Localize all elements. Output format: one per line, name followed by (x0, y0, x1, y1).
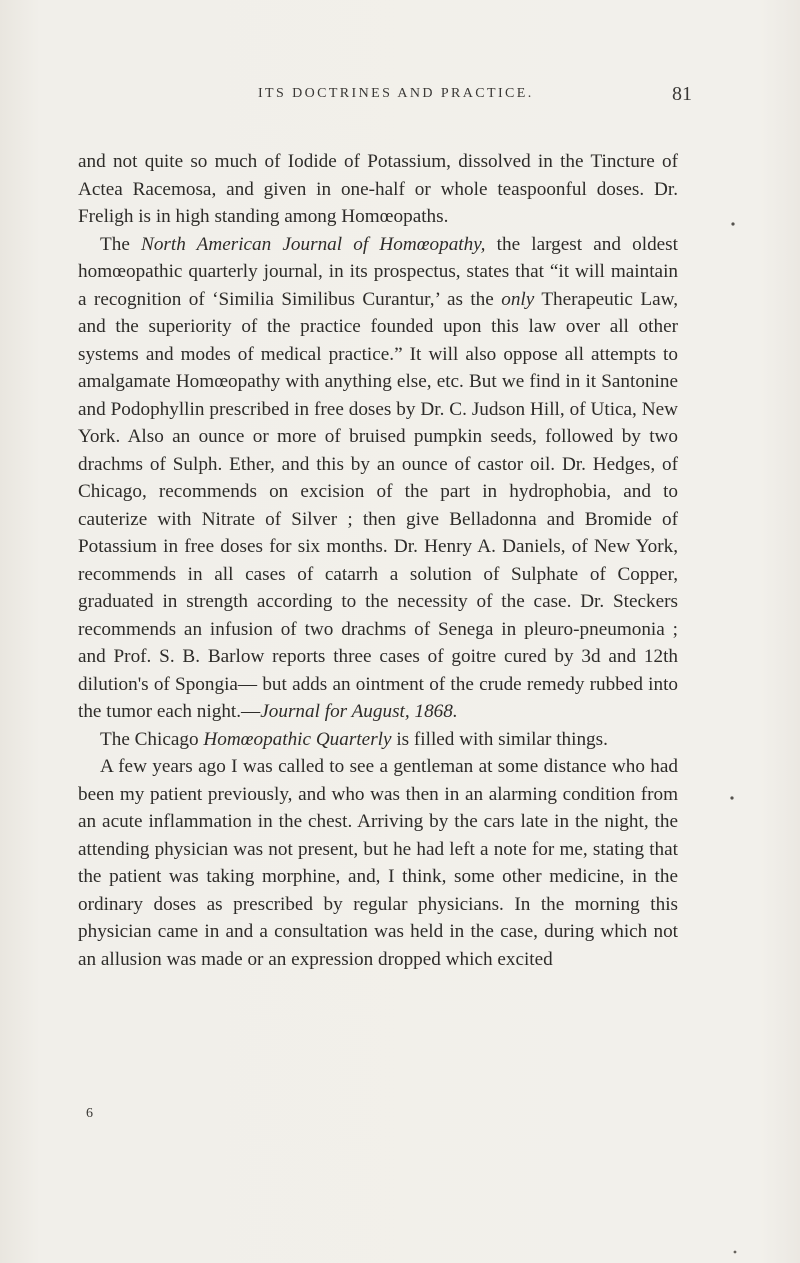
paragraph-3-text: The Chicago (100, 728, 204, 750)
paragraph-2-text: the largest and oldest homœopathic quarterly journal, in its prospectus, states that “it will maintain a recognition of ‘Similia Similibus Curantur,’ as the (78, 233, 678, 310)
page-number: 81 (672, 83, 692, 105)
paragraph-2-text: Therapeutic Law, and the superiority of the practice founded upon this law over all other systems and modes of medical practice.” It will also oppose all attempts to amalgamate Homœopathy with anything else, etc. But we find in it Santonine and Podophyllin prescribed in free doses by Dr. C. Judson Hill, of Utica, New York. Also an ounce or more of bruised pumpkin seeds, followed by two drachms of Sulph. Ether, and this by an ounce of castor oil. Dr. Hedges, of Chicago, recommends on excision of the part in hydrophobia, and to cauterize with Nitrate of Silver ; then give Belladonna and Bromide of Potassium in free doses for six months. Dr. Henry A. Daniels, of New York, recommends in all cases of catarrh a solution of Sulphate of Copper, graduated in strength according to the necessity of the case. Dr. Steckers recommends an infusion of two drachms of Senega in pleuro-pneumonia ; and Prof. S. B. Barlow reports three cases of goitre cured by 3d and 12th dilution's of Spongia— but adds an ointment of the crude remedy rubbed into the tumor each night.— (78, 288, 679, 722)
emphasis-only: only (501, 288, 535, 310)
running-title: ITS DOCTRINES AND PRACTICE. (258, 86, 534, 101)
paragraph-2-text: The (100, 233, 142, 255)
paragraph-4 (78, 753, 678, 973)
paragraph-3 (78, 726, 678, 754)
paragraph-4-text: A few years ago I was called to see a gentleman at some distance who had been my patient previously, and who was then in an alarming condition from an acute inflammation in the chest. Arriving by the cars late in the night, the attending physician was not present, but he had left a note for me, stating that the patient was taking morphine, and, I think, some other medicine, in the ordinary doses as prescribed by regular physicians. In the morning this physician came in and a consultation was held in the case, during which not an allusion was made or an expression dropped which excited (78, 756, 678, 970)
journal-title-chicago-quarterly: Homœopathic Quarterly (203, 728, 392, 750)
paragraph-1 (78, 148, 678, 231)
journal-title-north-american: North American Journal of Homœopathy, (141, 233, 486, 255)
running-head (0, 83, 800, 116)
signature-mark: 6 (86, 1106, 93, 1121)
paper-speck (730, 796, 733, 799)
body-text (78, 148, 678, 973)
paper-speck (734, 1251, 737, 1254)
paragraph-2 (78, 231, 678, 726)
journal-citation: Journal for August, 1868. (260, 701, 458, 722)
paper-speck (731, 222, 734, 225)
paragraph-1-text: and not quite so much of Iodide of Potassium, dissolved in the Tincture of Actea Racemosa, and given in one-half or whole teaspoonful doses. Dr. Freligh is in high standing among Homœopaths. (78, 151, 678, 227)
paragraph-3-text: is filled with similar things. (391, 728, 608, 750)
